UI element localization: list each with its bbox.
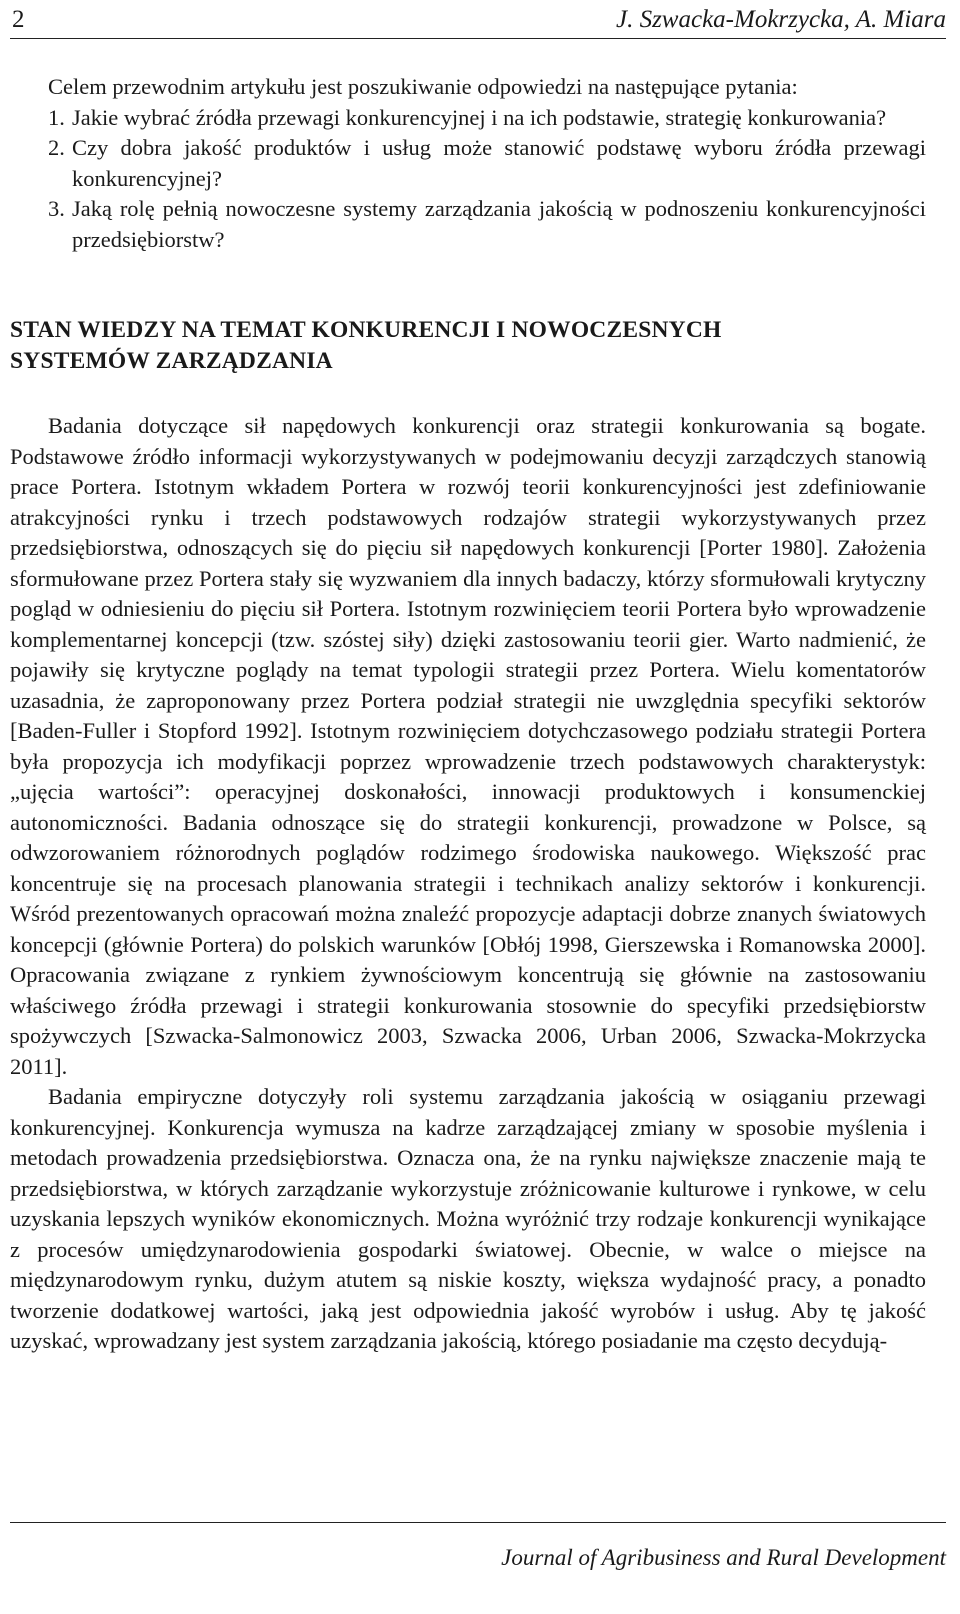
page-body (10, 72, 926, 1357)
research-question (48, 194, 926, 255)
page-number: 2 (12, 6, 25, 33)
journal-name: Journal of Agribusiness and Rural Development (501, 1545, 946, 1570)
running-header (10, 4, 946, 39)
research-question (48, 133, 926, 194)
section-heading-line-1: STAN WIEDZY NA TEMAT KONKURENCJI I NOWOCZESNYCH (10, 317, 722, 343)
intro-sentence: Celem przewodnim artykułu jest poszukiwanie odpowiedzi na następujące pytania: (48, 74, 798, 99)
body-paragraph: Badania dotyczące sił napędowych konkurencji oraz strategii konkurowania są bogate. Podstawowe źródło informacji wykorzystywanych w podejmowaniu decyzji zarządczych stanowią prace Portera. Istotnym wkładem Portera w rozwój teorii konkurencyjności jest zdefiniowanie atrakcyjności rynku i trzech podstawowych rodzajów strategii wykorzystywanych przez przedsiębiorstwa, odnoszących się do pięciu sił napędowych konkurencji [Porter 1980]. Założenia sformułowane przez Portera stały się wyzwaniem dla innych badaczy, którzy sformułowali krytyczny pogląd w odniesieniu do pięciu sił Portera. Istotnym rozwinięciem teorii Portera było wprowadzenie komplementarnej koncepcji (tzw. szóstej siły) dzięki zastosowaniu teorii gier. Warto nadmienić, że pojawiły się krytyczne poglądy na temat typologii strategii przez Portera. Wielu komentatorów uzasadnia, że zaproponowany przez Portera podział strategii nie uwzględnia specyfiki sektorów [Baden-Fuller i Stopford 1992]. Istotnym rozwinięciem dotychczasowego podziału strategii Portera była propozycja ich modyfikacji poprzez wprowadzenie trzech podstawowych charakterystyk: „ujęcia wartości”: operacyjnej doskonałości, innowacji produktowych i konsumenckiej autonomiczności. Badania odnoszące się do strategii konkurencji, prowadzone w Polsce, są odwzorowaniem różnorodnych poglądów rodzimego środowiska naukowego. Większość prac koncentruje się na procesach planowania strategii i technikach analizy sektorów i konkurencji. Wśród prezentowanych opracowań można znaleźć propozycje adaptacji dobrze znanych światowych koncepcji (głównie Portera) do polskich warunków [Obłój 1998, Gierszewska i Romanowska 2000]. Opracowania związane z rynkiem żywnościowym koncentrują się głównie na zastosowaniu właściwego źródła przewagi i strategii konkurowania stosownie do specyfiki przedsiębiorstw spożywczych [Szwacka-Salmonowicz 2003, Szwacka 2006, Urban 2006, Szwacka-Mokrzycka 2011]. (10, 413, 926, 1079)
question-number: 1. (48, 104, 65, 130)
section-heading-line-2: SYSTEMÓW ZARZĄDZANIA (10, 348, 333, 374)
question-text: Jaką rolę pełnią nowoczesne systemy zarządzania jakością w podnoszeniu konkurencyjności przedsiębiorstw? (72, 196, 926, 252)
question-text: Czy dobra jakość produktów i usług może stanowić podstawę wyboru źródła przewagi konkurencyjnej? (72, 135, 926, 191)
question-number: 3. (48, 196, 65, 221)
running-header-authors: J. Szwacka-Mokrzycka, A. Miara (615, 6, 946, 33)
section-heading (10, 315, 926, 377)
question-number: 2. (48, 135, 65, 160)
research-question (48, 103, 926, 134)
question-text: Jakie wybrać źródła przewagi konkurencyjnej i na ich podstawie, strategię konkurowania? (72, 104, 887, 130)
research-questions-list (48, 103, 926, 256)
body-paragraph: Badania empiryczne dotyczyły roli systemu zarządzania jakością w osiąganiu przewagi konkurencyjnej. Konkurencja wymusza na kadrze zarządzającej zmiany w sposobie myślenia i metodach prowadzenia przedsiębiorstwa. Oznacza ona, że na rynku największe znaczenie mają te przedsiębiorstwa, w których zarządzanie wykorzystuje zróżnicowanie kulturowe i rynkowe, w celu uzyskania lepszych wyników ekonomicznych. Można wyróżnić trzy rodzaje konkurencji wynikające z procesów umiędzynarodowienia gospodarki światowej. Obecnie, w walce o miejsce na międzynarodowym rynku, dużym atutem są niskie koszty, większa wydajność pracy, a ponadto tworzenie dodatkowej wartości, jaką jest odpowiednia jakość wyrobów i usług. Aby tę jakość uzyskać, wprowadzany jest system zarządzania jakością, którego posiadanie ma często decydują- (10, 1084, 926, 1353)
running-footer (10, 1522, 946, 1570)
